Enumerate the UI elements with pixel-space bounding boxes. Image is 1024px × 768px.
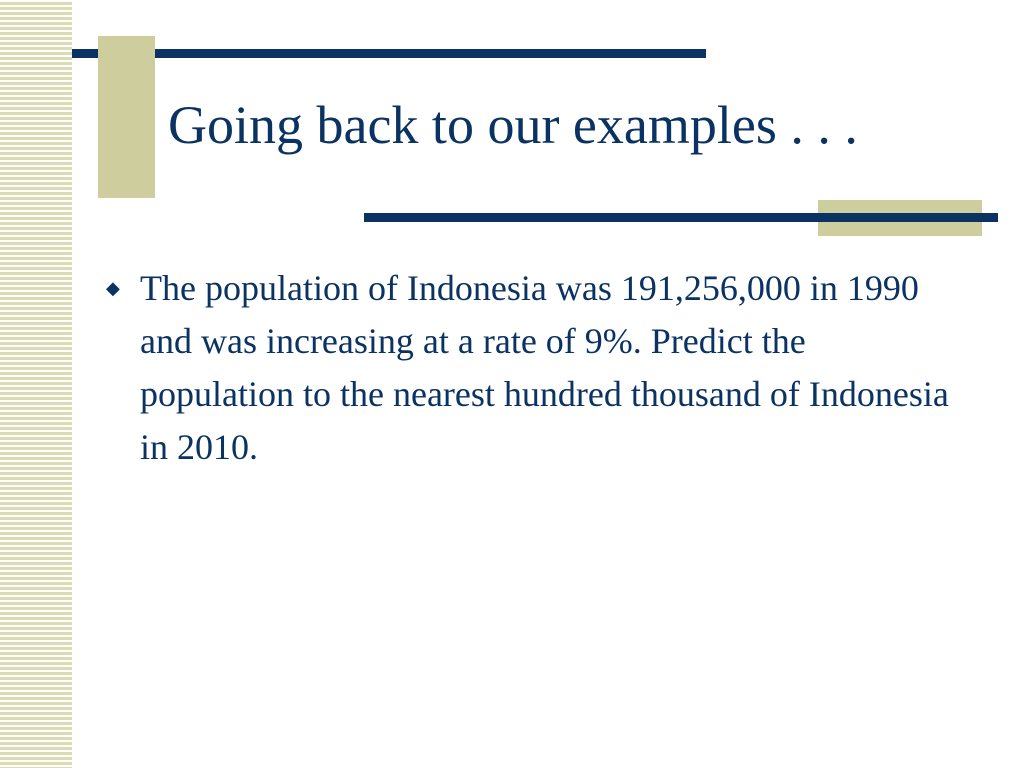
diamond-bullet-icon: ◆ [106, 278, 120, 298]
bullet-list [106, 262, 966, 474]
title-top-rule [72, 49, 706, 58]
slide-title: Going back to our examples . . . [168, 95, 858, 155]
striped-side-decoration [0, 0, 72, 768]
bullet-text: The population of Indonesia was 191,256,000 in 1990 and was increasing at a rate of 9%. Predict the population to the nearest hundred thousand of Indonesia in 2010. [140, 268, 949, 467]
title-bottom-rule [364, 213, 998, 222]
title-accent-block [98, 36, 155, 198]
bullet-item [106, 262, 966, 474]
